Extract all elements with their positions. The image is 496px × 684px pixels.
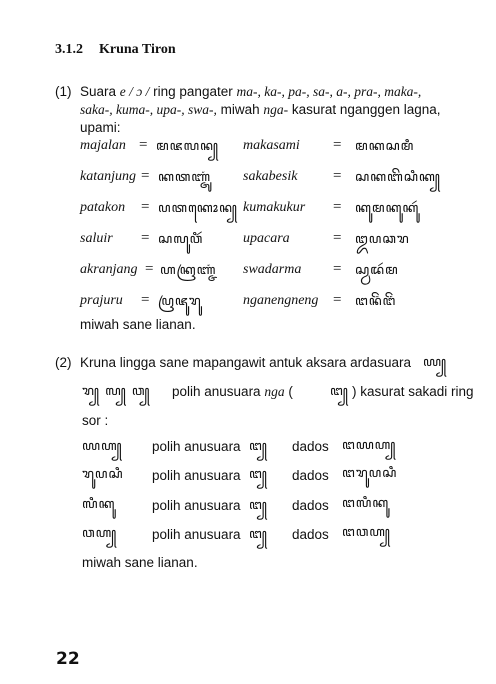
- equals-sign: =: [333, 292, 342, 308]
- item2-line2-a: polih anusuara: [172, 384, 261, 399]
- item2-line1-bali: ꦪ꧀: [423, 355, 448, 370]
- item2-open-paren: (: [288, 384, 293, 399]
- latin-word: katanjung: [80, 169, 136, 184]
- balinese-word: ꦔꦤꦼꦁꦔꦼꦁ: [355, 294, 397, 309]
- item1-closing: miwah sane lianan.: [80, 317, 196, 332]
- balinese-result: ꦔꦫꦸꦥꦱꦶ: [342, 466, 398, 481]
- latin-word: makasami: [243, 138, 300, 153]
- dados-label: dados: [292, 527, 329, 542]
- page-number: 22: [56, 649, 80, 669]
- balinese-word: ꦏꦠꦚ꧀ꦗꦸꦁ: [158, 170, 211, 185]
- item1-upami: upami:: [80, 120, 121, 135]
- polih-anusuara: polih anusuara: [152, 498, 241, 513]
- equals-sign: =: [145, 261, 154, 277]
- balinese-word: ꦱꦭꦸꦮꦶꦂ: [158, 232, 204, 247]
- balinese-word: ꦥꦿꦗꦸꦫꦸ: [158, 294, 202, 309]
- balinese-word: ꦲꦏꦿꦚ꧀ꦗꦁ: [160, 263, 217, 278]
- balinese-nga: ꦔ꧀: [249, 498, 268, 513]
- item2-line1: Kruna lingga sane mapangawit antuk aksara ardasuara: [80, 355, 411, 370]
- equals-sign: =: [141, 199, 150, 215]
- item1-line1-b: ring pangater: [149, 84, 237, 99]
- balinese-word: ꦱꦏꦧꦼꦱꦶꦏ꧀: [355, 170, 441, 185]
- latin-word: majalan: [80, 138, 126, 153]
- latin-word: prajuru: [80, 293, 123, 308]
- balinese-result: ꦔꦪꦲ꧀: [342, 438, 397, 453]
- item2-closing: miwah sane lianan.: [82, 555, 198, 570]
- balinese-source: ꦪꦲ꧀: [82, 439, 123, 454]
- equals-sign: =: [333, 168, 342, 184]
- item1-prefixes-2: saka-, kuma-, upa-, swa-,: [80, 102, 217, 117]
- item1-vowels: e / ɔ /: [119, 84, 150, 99]
- polih-anusuara: polih anusuara: [152, 468, 241, 483]
- latin-word: upacara: [243, 231, 290, 246]
- latin-word: kumakukur: [243, 200, 306, 215]
- item1-line1-a: Suara: [80, 84, 120, 99]
- dados-label: dados: [292, 468, 329, 483]
- balinese-result: ꦔꦭꦶꦏꦸ: [342, 496, 390, 511]
- item1-line2: [80, 102, 441, 118]
- balinese-word: ꦥꦠꦏꦺꦴꦤ꧀: [158, 201, 238, 216]
- item2-line2-bali-nga: ꦔ꧀: [330, 384, 349, 399]
- equals-sign: =: [333, 261, 342, 277]
- item1-nga: nga-: [263, 102, 289, 117]
- item2-number: (2): [55, 355, 72, 370]
- balinese-word: ꦩꦏꦱꦩꦶ: [355, 139, 415, 154]
- balinese-source: ꦫꦸꦥꦱꦶ: [82, 467, 124, 482]
- dados-label: dados: [292, 439, 329, 454]
- item2-line2: [172, 384, 293, 400]
- latin-word: nganengneng: [243, 293, 319, 308]
- latin-word: akranjang: [80, 262, 138, 277]
- balinese-nga: ꦔ꧀: [249, 527, 268, 542]
- item1-line2-b: miwah: [216, 102, 264, 117]
- latin-word: saluir: [80, 231, 113, 246]
- item2-sor: sor :: [82, 413, 109, 428]
- section-title: Kruna Tiron: [99, 42, 176, 57]
- balinese-nga: ꦔ꧀: [249, 467, 268, 482]
- equals-sign: =: [333, 230, 342, 246]
- equals-sign: =: [141, 230, 150, 246]
- latin-word: patakon: [80, 200, 126, 215]
- balinese-result: ꦔꦮꦲ꧀: [342, 525, 391, 540]
- balinese-word: ꦩꦗꦭꦤ꧀: [156, 139, 219, 154]
- section-number: 3.1.2: [55, 42, 83, 57]
- equals-sign: =: [333, 199, 342, 215]
- balinese-word: ꦱ꧀ꦮꦢꦂꦩ: [355, 263, 399, 278]
- equals-sign: =: [333, 137, 342, 153]
- balinese-word: ꦈꦥꦕꦫ: [355, 232, 410, 247]
- polih-anusuara: polih anusuara: [152, 439, 241, 454]
- polih-anusuara: polih anusuara: [152, 527, 241, 542]
- item1-prefixes-1: ma-, ka-, pa-, sa-, a-, pra-, maka-,: [236, 84, 422, 99]
- equals-sign: =: [141, 292, 150, 308]
- item2-nga: nga: [264, 384, 285, 399]
- item2-line2-bali: ꦫ꧀ ꦭ꧀ ꦮ꧀: [82, 384, 151, 399]
- balinese-source: ꦭꦶꦏꦸ: [82, 497, 116, 512]
- item1-line2-c: kasurat nganggen lagna,: [288, 102, 441, 117]
- item2-line2-b: ) kasurat sakadi ring: [352, 384, 474, 399]
- balinese-nga: ꦔ꧀: [249, 439, 268, 454]
- latin-word: swadarma: [243, 262, 302, 277]
- equals-sign: =: [141, 168, 150, 184]
- latin-word: sakabesik: [243, 169, 298, 184]
- item1-number: (1): [55, 84, 72, 99]
- dados-label: dados: [292, 498, 329, 513]
- item1-line1: [80, 84, 421, 100]
- balinese-source: ꦮꦲ꧀: [82, 526, 118, 541]
- equals-sign: =: [139, 137, 148, 153]
- balinese-word: ꦏꦸꦩꦏꦸꦏꦸꦂ: [355, 201, 420, 216]
